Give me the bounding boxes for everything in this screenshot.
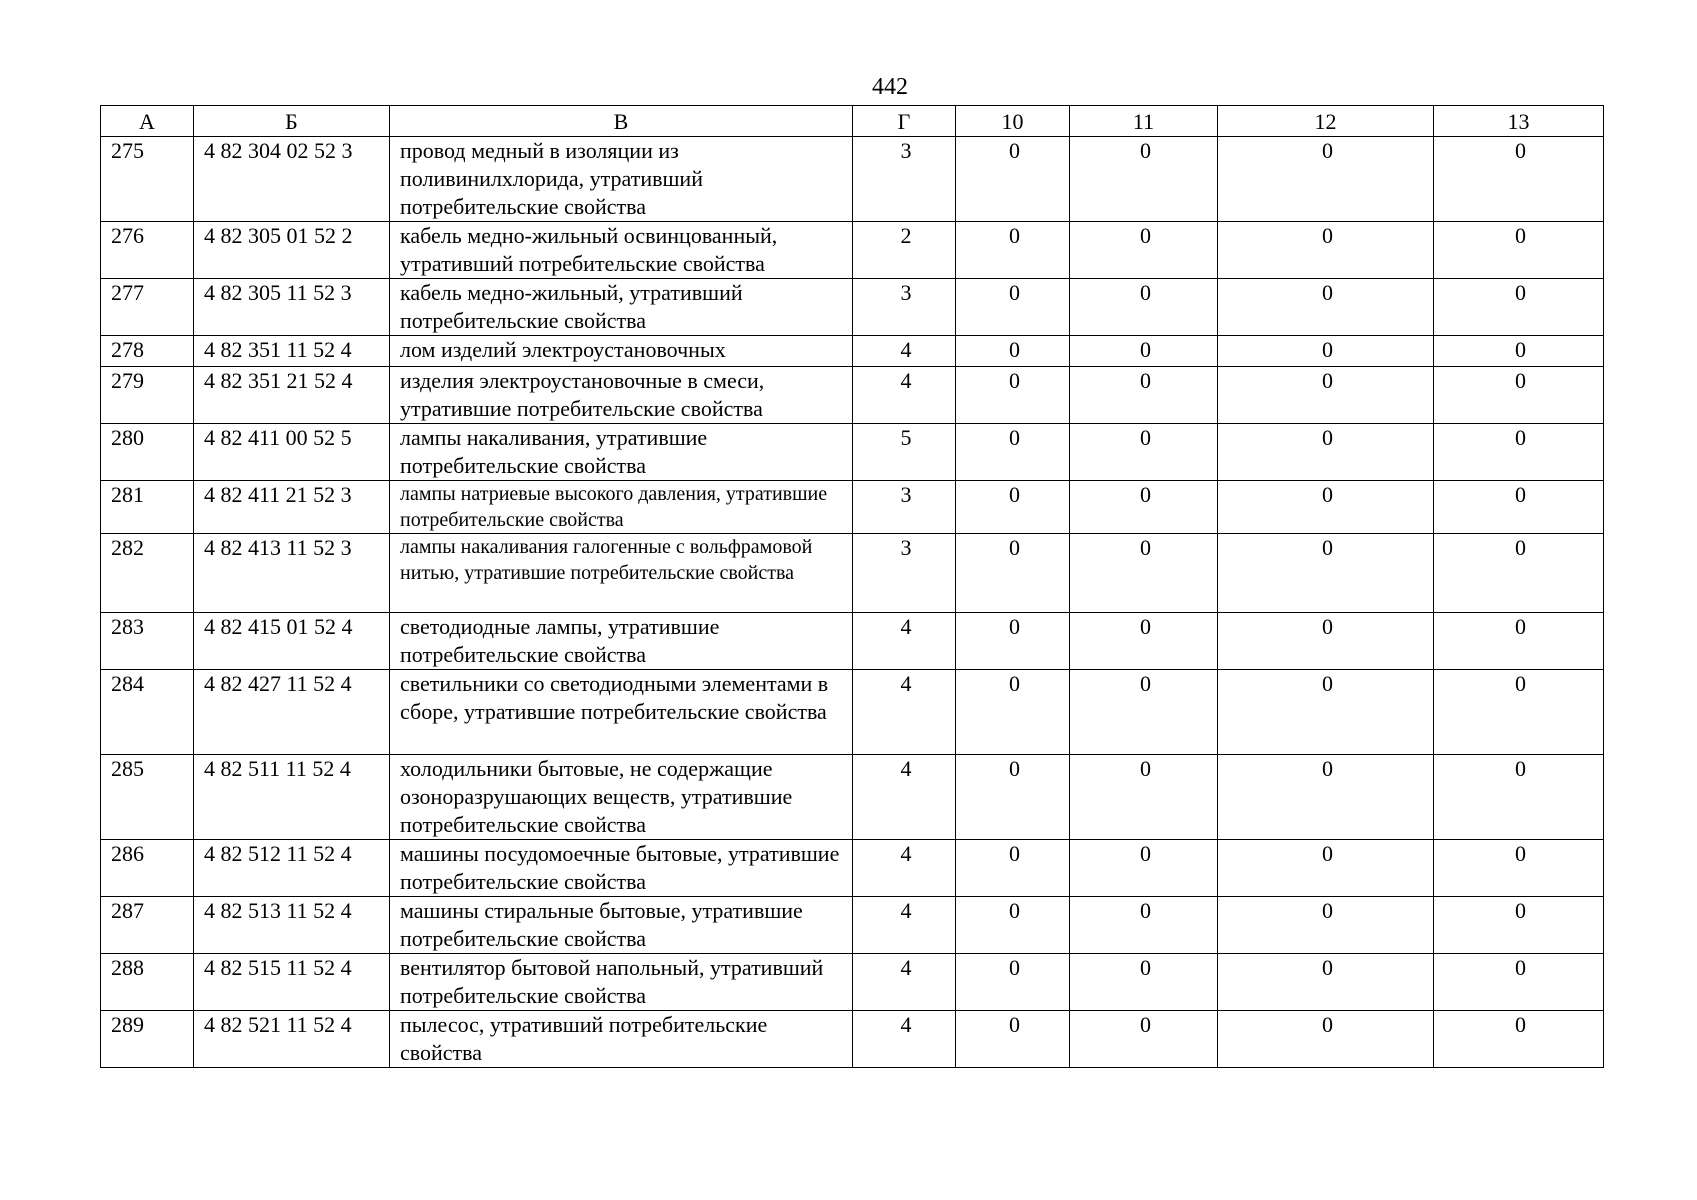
table-row [101,279,1604,336]
waste-description: кабель медно-жильный, утративший потребительские свойства [390,279,853,336]
row-number: 277 [101,279,194,336]
value-col-13: 0 [1434,481,1604,534]
value-col-10: 0 [956,534,1070,613]
hazard-class: 5 [853,424,956,481]
table-row [101,897,1604,954]
value-col-13: 0 [1434,424,1604,481]
waste-description: машины посудомоечные бытовые, утратившие потребительские свойства [390,840,853,897]
value-col-10: 0 [956,897,1070,954]
value-col-11: 0 [1070,534,1218,613]
waste-description: провод медный в изоляции из поливинилхлорида, утративший потребительские свойства [390,137,853,222]
header-col-13: 13 [1434,106,1604,137]
table-row [101,481,1604,534]
value-col-12: 0 [1218,840,1434,897]
value-col-12: 0 [1218,1011,1434,1068]
hazard-class: 3 [853,279,956,336]
hazard-class: 4 [853,367,956,424]
waste-code: 4 82 415 01 52 4 [194,613,390,670]
header-col-g: Г [853,106,956,137]
value-col-11: 0 [1070,755,1218,840]
value-col-10: 0 [956,613,1070,670]
value-col-10: 0 [956,954,1070,1011]
value-col-10: 0 [956,279,1070,336]
table-row [101,670,1604,755]
waste-description: холодильники бытовые, не содержащие озоноразрушающих веществ, утратившие потребительские свойства [390,755,853,840]
value-col-10: 0 [956,424,1070,481]
value-col-11: 0 [1070,840,1218,897]
value-col-12: 0 [1218,534,1434,613]
value-col-12: 0 [1218,613,1434,670]
waste-description: вентилятор бытовой напольный, утративший потребительские свойства [390,954,853,1011]
row-number: 276 [101,222,194,279]
waste-description: лампы накаливания, утратившие потребительские свойства [390,424,853,481]
value-col-13: 0 [1434,670,1604,755]
waste-code: 4 82 512 11 52 4 [194,840,390,897]
hazard-class: 3 [853,534,956,613]
table-row [101,424,1604,481]
value-col-13: 0 [1434,897,1604,954]
value-col-13: 0 [1434,279,1604,336]
value-col-11: 0 [1070,897,1218,954]
hazard-class: 3 [853,137,956,222]
value-col-13: 0 [1434,755,1604,840]
value-col-12: 0 [1218,137,1434,222]
table-row [101,755,1604,840]
value-col-11: 0 [1070,222,1218,279]
waste-description: изделия электроустановочные в смеси, утратившие потребительские свойства [390,367,853,424]
value-col-13: 0 [1434,534,1604,613]
hazard-class: 4 [853,954,956,1011]
waste-description: лампы накаливания галогенные с вольфрамовой нитью, утратившие потребительские свойства [390,534,853,613]
row-number: 281 [101,481,194,534]
value-col-11: 0 [1070,1011,1218,1068]
value-col-11: 0 [1070,481,1218,534]
value-col-13: 0 [1434,1011,1604,1068]
value-col-11: 0 [1070,279,1218,336]
header-col-a: А [101,106,194,137]
header-col-b: Б [194,106,390,137]
hazard-class: 4 [853,897,956,954]
table-row [101,534,1604,613]
row-number: 285 [101,755,194,840]
row-number: 282 [101,534,194,613]
waste-code: 4 82 511 11 52 4 [194,755,390,840]
waste-code: 4 82 513 11 52 4 [194,897,390,954]
row-number: 284 [101,670,194,755]
value-col-11: 0 [1070,670,1218,755]
value-col-12: 0 [1218,755,1434,840]
value-col-10: 0 [956,137,1070,222]
waste-description: лом изделий электроустановочных [390,336,853,367]
waste-description: кабель медно-жильный освинцованный, утративший потребительские свойства [390,222,853,279]
value-col-11: 0 [1070,137,1218,222]
table-row [101,222,1604,279]
value-col-12: 0 [1218,670,1434,755]
value-col-11: 0 [1070,336,1218,367]
waste-code: 4 82 427 11 52 4 [194,670,390,755]
waste-code: 4 82 521 11 52 4 [194,1011,390,1068]
value-col-10: 0 [956,755,1070,840]
value-col-12: 0 [1218,481,1434,534]
hazard-class: 4 [853,755,956,840]
waste-description: пылесос, утративший потребительские свойства [390,1011,853,1068]
value-col-11: 0 [1070,954,1218,1011]
row-number: 286 [101,840,194,897]
table-row [101,336,1604,367]
value-col-13: 0 [1434,222,1604,279]
waste-code: 4 82 305 01 52 2 [194,222,390,279]
waste-code: 4 82 515 11 52 4 [194,954,390,1011]
header-col-10: 10 [956,106,1070,137]
value-col-12: 0 [1218,336,1434,367]
row-number: 287 [101,897,194,954]
value-col-10: 0 [956,222,1070,279]
waste-code: 4 82 351 21 52 4 [194,367,390,424]
hazard-class: 4 [853,840,956,897]
value-col-13: 0 [1434,137,1604,222]
waste-code: 4 82 351 11 52 4 [194,336,390,367]
value-col-12: 0 [1218,954,1434,1011]
page-number: 442 [872,74,908,100]
waste-code: 4 82 413 11 52 3 [194,534,390,613]
waste-code: 4 82 411 21 52 3 [194,481,390,534]
value-col-13: 0 [1434,840,1604,897]
value-col-13: 0 [1434,613,1604,670]
value-col-10: 0 [956,840,1070,897]
hazard-class: 4 [853,336,956,367]
header-col-v: В [390,106,853,137]
row-number: 278 [101,336,194,367]
waste-code: 4 82 411 00 52 5 [194,424,390,481]
table-row [101,1011,1604,1068]
row-number: 279 [101,367,194,424]
row-number: 288 [101,954,194,1011]
header-col-12: 12 [1218,106,1434,137]
value-col-12: 0 [1218,897,1434,954]
value-col-10: 0 [956,1011,1070,1068]
table-row [101,840,1604,897]
value-col-12: 0 [1218,279,1434,336]
header-col-11: 11 [1070,106,1218,137]
waste-description: лампы натриевые высокого давления, утратившие потребительские свойства [390,481,853,534]
row-number: 283 [101,613,194,670]
waste-classification-table [100,105,1604,1068]
waste-code: 4 82 304 02 52 3 [194,137,390,222]
waste-code: 4 82 305 11 52 3 [194,279,390,336]
value-col-10: 0 [956,336,1070,367]
value-col-13: 0 [1434,336,1604,367]
value-col-10: 0 [956,670,1070,755]
table-row [101,954,1604,1011]
table-header-row [101,106,1604,137]
value-col-11: 0 [1070,613,1218,670]
hazard-class: 4 [853,613,956,670]
value-col-13: 0 [1434,367,1604,424]
value-col-11: 0 [1070,367,1218,424]
value-col-12: 0 [1218,424,1434,481]
value-col-10: 0 [956,481,1070,534]
hazard-class: 4 [853,1011,956,1068]
table-row [101,367,1604,424]
value-col-12: 0 [1218,222,1434,279]
value-col-12: 0 [1218,367,1434,424]
table-row [101,137,1604,222]
value-col-13: 0 [1434,954,1604,1011]
row-number: 289 [101,1011,194,1068]
value-col-10: 0 [956,367,1070,424]
hazard-class: 4 [853,670,956,755]
waste-description: машины стиральные бытовые, утратившие потребительские свойства [390,897,853,954]
waste-description: светодиодные лампы, утратившие потребительские свойства [390,613,853,670]
table-row [101,613,1604,670]
row-number: 280 [101,424,194,481]
hazard-class: 3 [853,481,956,534]
row-number: 275 [101,137,194,222]
value-col-11: 0 [1070,424,1218,481]
hazard-class: 2 [853,222,956,279]
waste-description: светильники со светодиодными элементами в сборе, утратившие потребительские свойства [390,670,853,755]
